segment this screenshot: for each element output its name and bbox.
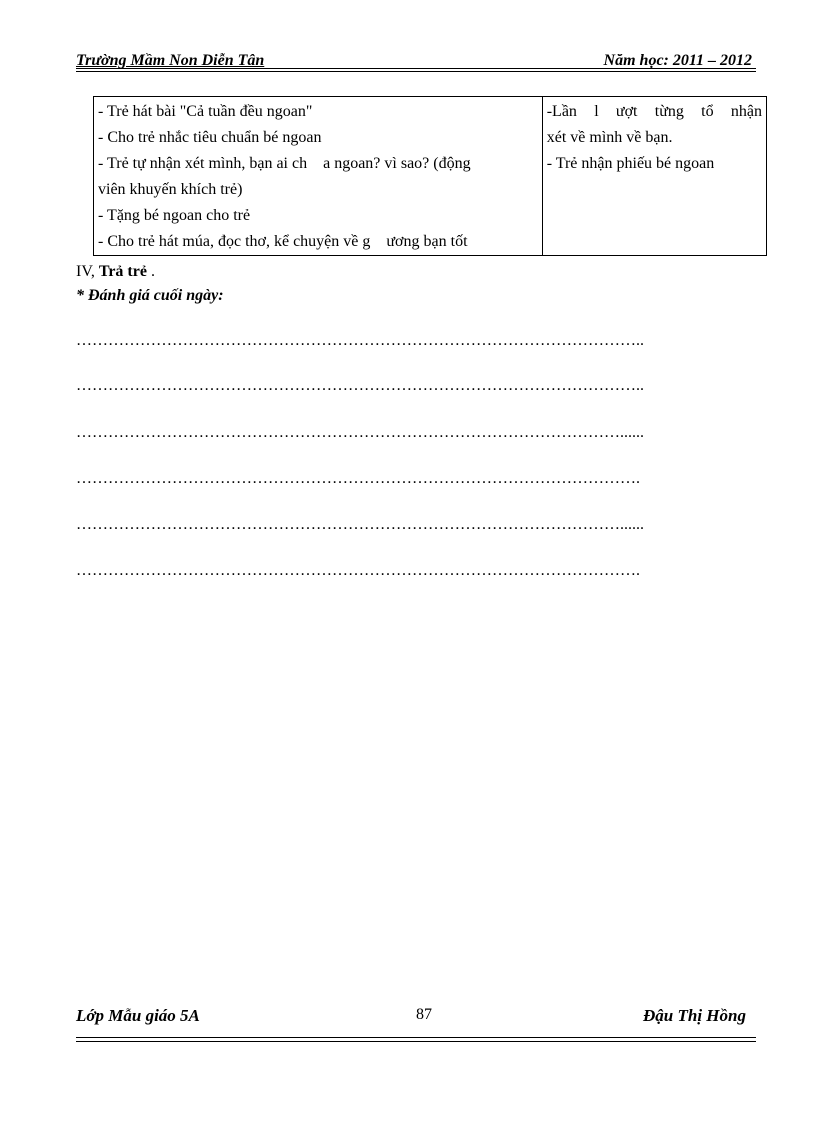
evaluation-heading: * Đánh giá cuối ngày: bbox=[76, 287, 224, 304]
child-activities-cell bbox=[542, 97, 766, 256]
footer-rule-bottom bbox=[76, 1041, 756, 1042]
class-name: Lớp Mẫu giáo 5A bbox=[76, 1006, 200, 1025]
dotted-line: …………………………………………………………………………………………….. bbox=[76, 377, 644, 394]
page-header bbox=[76, 52, 752, 72]
table-row bbox=[94, 97, 767, 256]
teacher-activities-cell bbox=[94, 97, 543, 256]
section-number: IV, bbox=[76, 263, 99, 280]
dotted-line: ……………………………………………………………………………………………. bbox=[76, 562, 640, 579]
page-number: 87 bbox=[416, 1006, 432, 1023]
school-name: Trường Mầm Non Diễn Tân bbox=[76, 52, 265, 69]
section-heading bbox=[76, 262, 155, 282]
school-year: Năm học: 2011 – 2012 bbox=[603, 52, 752, 69]
activity-line: - Cho trẻ nhắc tiêu chuẩn bé ngoan bbox=[98, 129, 322, 146]
section-suffix: . bbox=[146, 263, 155, 280]
header-rule-top bbox=[76, 68, 756, 69]
section-title: Trả trẻ bbox=[98, 263, 147, 280]
activity-line: - Cho trẻ hát múa, đọc thơ, kể chuyện về g ương bạn tốt bbox=[98, 233, 468, 250]
activity-table bbox=[93, 96, 767, 256]
dotted-line: …………………………………………………………………………………………….. bbox=[76, 332, 644, 349]
header-rule-bottom bbox=[76, 71, 756, 72]
activity-line: -Lần l ượt từng tổ nhận bbox=[546, 103, 762, 120]
activity-line: - Trẻ tự nhận xét mình, bạn ai ch a ngoan? vì sao? (động bbox=[98, 155, 471, 172]
dotted-line: …………………………………………………………………………………………...... bbox=[76, 424, 644, 441]
activity-line: - Trẻ hát bài "Cả tuần đều ngoan" bbox=[98, 103, 313, 120]
page-footer bbox=[76, 1006, 746, 1028]
activity-line: - Tặng bé ngoan cho trẻ bbox=[98, 207, 251, 224]
teacher-name: Đậu Thị Hồng bbox=[643, 1006, 746, 1025]
dotted-line: ……………………………………………………………………………………………. bbox=[76, 470, 640, 487]
footer-rule-top bbox=[76, 1037, 756, 1038]
activity-line: viên khuyến khích trẻ) bbox=[98, 181, 243, 198]
dotted-line: …………………………………………………………………………………………...... bbox=[76, 516, 644, 533]
activity-line: xét về mình về bạn. bbox=[546, 129, 673, 146]
activity-line: - Trẻ nhận phiếu bé ngoan bbox=[546, 155, 715, 172]
